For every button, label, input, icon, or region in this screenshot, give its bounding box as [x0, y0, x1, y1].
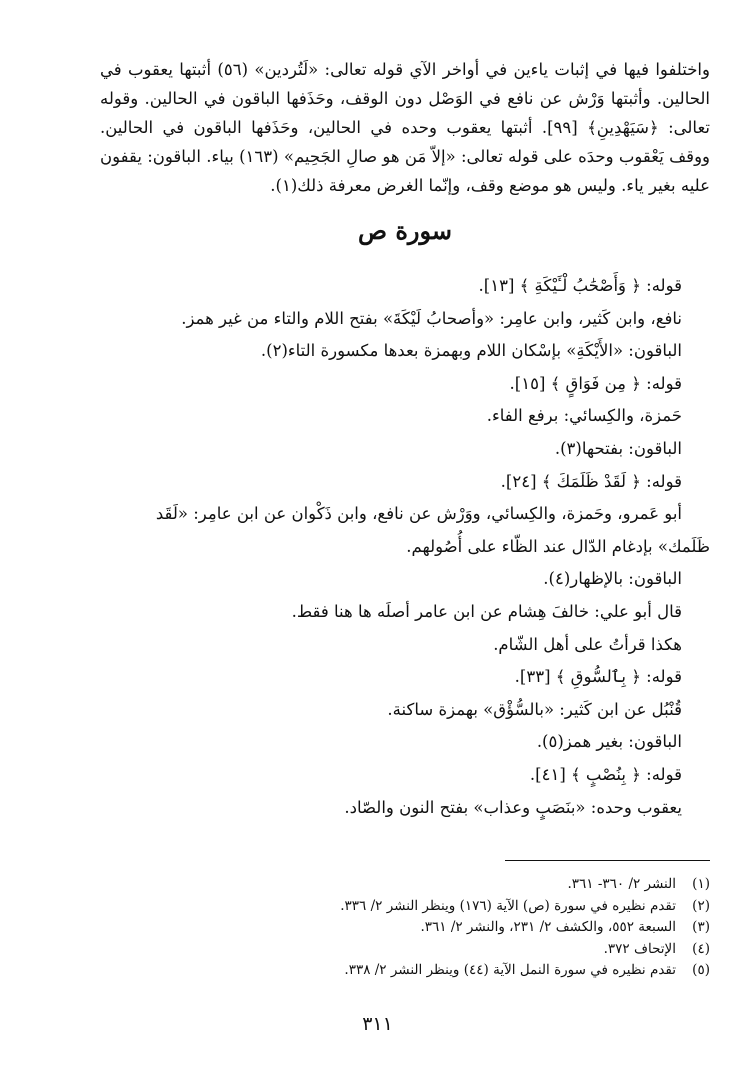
- text-line: هكذا قرأتُ على أهل الشّام.: [493, 634, 682, 654]
- text-line: نافع، وابن كَثير، وابن عامِر: «وأصحابُ لَيْكَةَ» بفتح اللام والتاء من غير همز.: [181, 308, 682, 328]
- surah-title: سورة ص: [357, 216, 453, 245]
- footnotes: [100, 874, 710, 982]
- footnote: [100, 960, 710, 982]
- text-line: ظَلَمك» بإدغام الدّال عند الظّاء على أُصُولهم.: [406, 536, 710, 556]
- page-body: [100, 55, 710, 824]
- text-line: الباقون: بغير همز(٥).: [536, 732, 682, 752]
- text-line: قوله: ﴿ وَأَصْحَٰبُ لْـَٔيْكَةِ ﴾ [١٣].: [478, 276, 682, 295]
- footnote-text: تقدم نظيره في سورة (ص) الآية (١٧٦) وينظر النشر ٢/ ٣٣٦.: [340, 897, 676, 914]
- footnote-text: النشر ٢/ ٣٦٠- ٣٦١.: [567, 876, 676, 892]
- text-line: الباقون: بفتحها(٣).: [554, 438, 682, 458]
- text-lines: [100, 270, 710, 824]
- text-line: حَمزة، والكِسائي: برفع الفاء.: [486, 406, 682, 426]
- text-line: قوله: ﴿ بِنُصْبٍ ﴾ [٤١].: [529, 764, 682, 784]
- text-line: يعقوب وحده: «بنَصَبٍ وعذاب» بفتح النون والصّاد.: [344, 797, 682, 817]
- page-number: ٣١١: [362, 1013, 393, 1035]
- text-line: قوله: ﴿ بِٱلسُّوقِ ﴾ [٣٣].: [514, 667, 682, 687]
- footnote-number: (٥): [692, 962, 710, 978]
- footnote-number: (١): [692, 876, 710, 892]
- footnote-number: (٤): [692, 940, 710, 957]
- footnote-number: (٢): [692, 897, 710, 914]
- footnote: [100, 874, 710, 896]
- footnote: [100, 896, 710, 918]
- footnote-divider: [505, 860, 710, 861]
- text-line: قوله: ﴿ مِن فَوَاقٍ ﴾ [١٥].: [509, 373, 682, 393]
- footnote-text: السبعة ٥٥٢، والكشف ٢/ ٢٣١، والنشر ٢/ ٣٦١.: [420, 919, 676, 935]
- text-line: الباقون: بالإظهار(٤).: [543, 569, 682, 589]
- footnote: [100, 939, 710, 961]
- text-line: أبو عَمرو، وحَمزة، والكِسائي، ووَرْش عن نافع، وابن ذَكْوان عن ابن عامِر: «لَقَد: [155, 504, 682, 524]
- footnote-text: الإتحاف ٣٧٢.: [603, 940, 676, 957]
- intro-paragraph: واختلفوا فيها في إثبات ياءين في أواخر الآي قوله تعالى: «لَتُردين» (٥٦) أثبتها يعقوب في الحالين. وأثبتها وَرْش عن نافع في الوَصْل دون الوقف، وحَذَفها الباقون في الحالين. وقوله تعالى: ﴿سَيَهْدِينِ﴾ [٩٩]. أثبتها يعقوب وحده في الحالين، وحَذَفها الباقون في الحالين. ووقف يَعْقوب وحدَه على قوله تعالى: «إلاّ مَن هو صالِ الجَحِيم» (١٦٣) بياء. الباقون: يقفون عليه بغير ياء. وليس هو موضع وقف، وإنّما الغرض معرفة ذلك(١).: [100, 60, 711, 195]
- footnote-text: تقدم نظيره في سورة النمل الآية (٤٤) وينظر النشر ٢/ ٣٣٨.: [344, 962, 676, 978]
- footnote-number: (٣): [692, 919, 710, 935]
- text-line: قال أبو علي: خالفَ هِشام عن ابن عامر أصلَه ها هنا فقط.: [291, 601, 682, 621]
- text-line: الباقون: «الأَيْكَةِ» بإسْكان اللام وبهمزة بعدها مكسورة التاء(٢).: [260, 341, 682, 361]
- footnote: [100, 917, 710, 939]
- text-line: قُنْبُل عن ابن كَثير: «بالسُّؤْق» بهمزة ساكنة.: [387, 699, 682, 719]
- text-line: قوله: ﴿ لَقَدْ ظَلَمَكَ ﴾ [٢٤].: [500, 471, 682, 491]
